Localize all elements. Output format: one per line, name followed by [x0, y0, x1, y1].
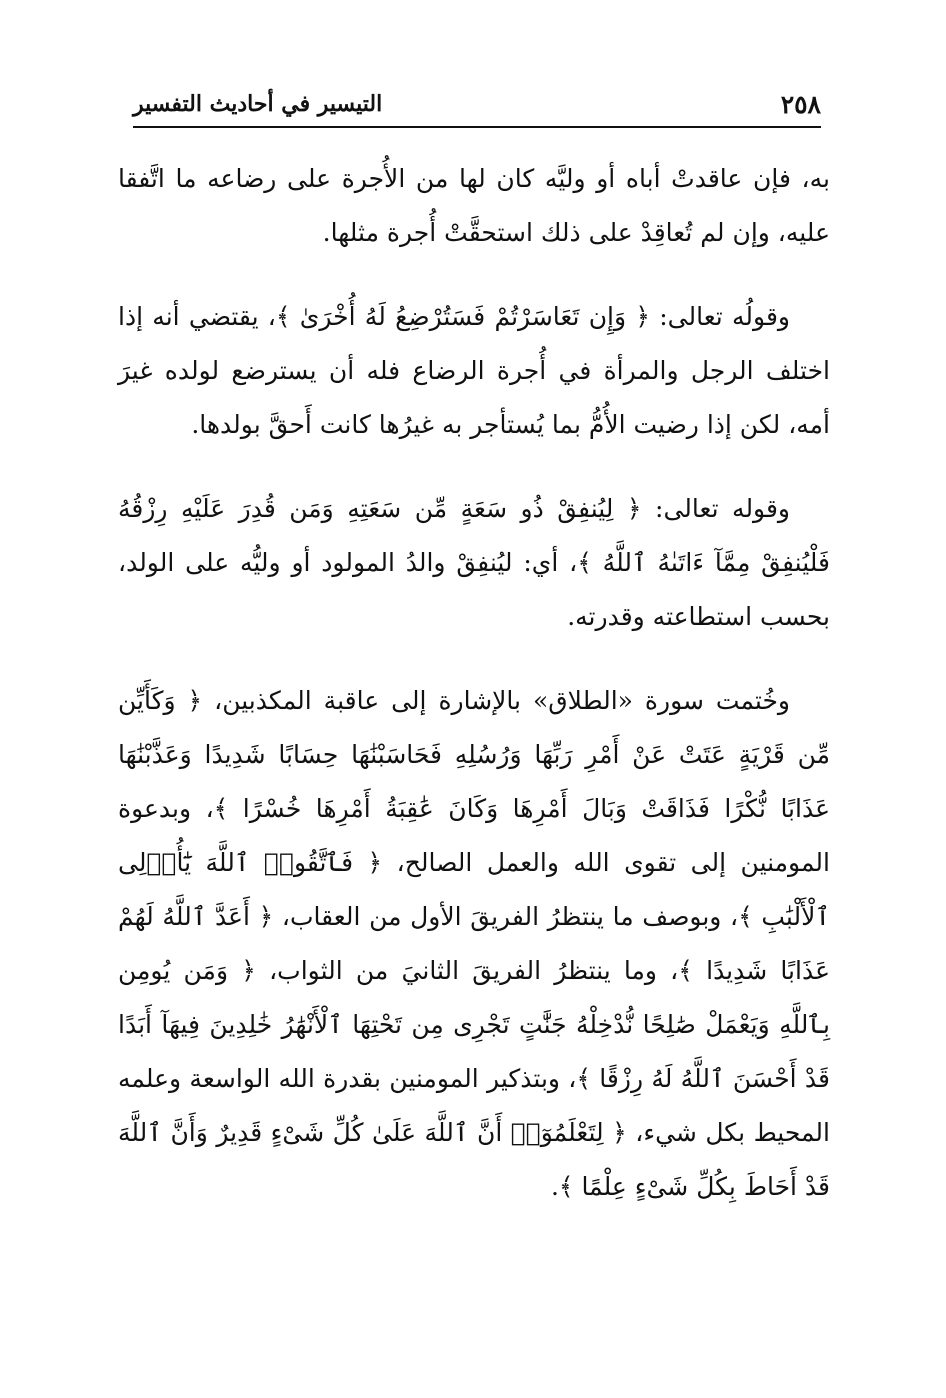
paragraph-3: وقوله تعالى: ﴿ لِيُنفِقْ ذُو سَعَةٍ مِّن سَعَتِهِ وَمَن قُدِرَ عَلَيْهِ رِزْقُهُ فَلْيُنفِقْ مِمَّآ ءَاتَىٰهُ ٱللَّهُ ﴾، أي: ليُنفِقْ والدُ المولود أو وليُّه على الولد، بحسب استطاعته وقدرته. — [118, 494, 830, 631]
paragraph-gap — [118, 260, 830, 290]
page-header — [133, 86, 821, 122]
body-text — [118, 152, 830, 1214]
paragraph-1: به، فإن عاقدتْ أباه أو وليَّه كان لها من الأُجرة على رضاعه ما اتَّفقا عليه، وإن لم تُعاقِدْ على ذلك استحقَّتْ أُجرة مثلها. — [118, 164, 830, 247]
paragraph-4: وخُتمت سورة «الطلاق» بالإشارة إلى عاقبة المكذبين، ﴿ وَكَأَيِّن مِّن قَرْيَةٍ عَتَتْ عَنْ أَمْرِ رَبِّهَا وَرُسُلِهِ فَحَاسَبْنَٰهَا حِسَابًا شَدِيدًا وَعَذَّبْنَٰهَا عَذَابًا نُّكْرًا فَذَاقَتْ وَبَالَ أَمْرِهَا وَكَانَ عَٰقِبَةُ أَمْرِهَا خُسْرًا ﴾، وبدعوة المومنين إلى تقوى الله والعمل الصالح، ﴿ فَٱتَّقُوا۟ ٱللَّهَ يَٰٓأُو۟لِى ٱلْأَلْبَٰبِ ﴾، وبوصف ما ينتظرُ الفريقَ الأول من العقاب، ﴿ أَعَدَّ ٱللَّهُ لَهُمْ عَذَابًا شَدِيدًا ﴾، وما ينتظرُ الفريقَ الثانيَ من الثواب، ﴿ وَمَن يُومِن بِٱللَّهِ وَيَعْمَلْ صَٰلِحًا نُّدْخِلْهُ جَنَّٰتٍ تَجْرِى مِن تَحْتِهَا ٱلْأَنْهَٰرُ خَٰلِدِينَ فِيهَآ أَبَدًا قَدْ أَحْسَنَ ٱللَّهُ لَهُ رِزْقًا ﴾، وبتذكير المومنين بقدرة الله الواسعة وعلمه المحيط بكل شيء، ﴿ لِتَعْلَمُوٓا۟ أَنَّ ٱللَّهَ عَلَىٰ كُلِّ شَىْءٍ قَدِيرٌ وَأَنَّ ٱللَّهَ قَدْ أَحَاطَ بِكُلِّ شَىْءٍ عِلْمًا ﴾. — [118, 686, 831, 1201]
paragraph-gap — [118, 644, 830, 674]
page-number: ٢٥٨ — [780, 89, 821, 119]
header-rule — [133, 126, 821, 128]
paragraph-gap — [118, 452, 830, 482]
running-title: التيسير في أحاديث التفسير — [133, 91, 383, 117]
paragraph-2: وقولُه تعالى: ﴿ وَإِن تَعَاسَرْتُمْ فَسَتُرْضِعُ لَهُ أُخْرَىٰ ﴾، يقتضي أنه إذا اختلف الرجل والمرأة في أُجرة الرضاع فله أن يسترضع لولده غيرَ أمه، لكن إذا رضيت الأُمُّ بما يُستأجر به غيرُها كانت أَحقَّ بولدها. — [118, 302, 830, 439]
